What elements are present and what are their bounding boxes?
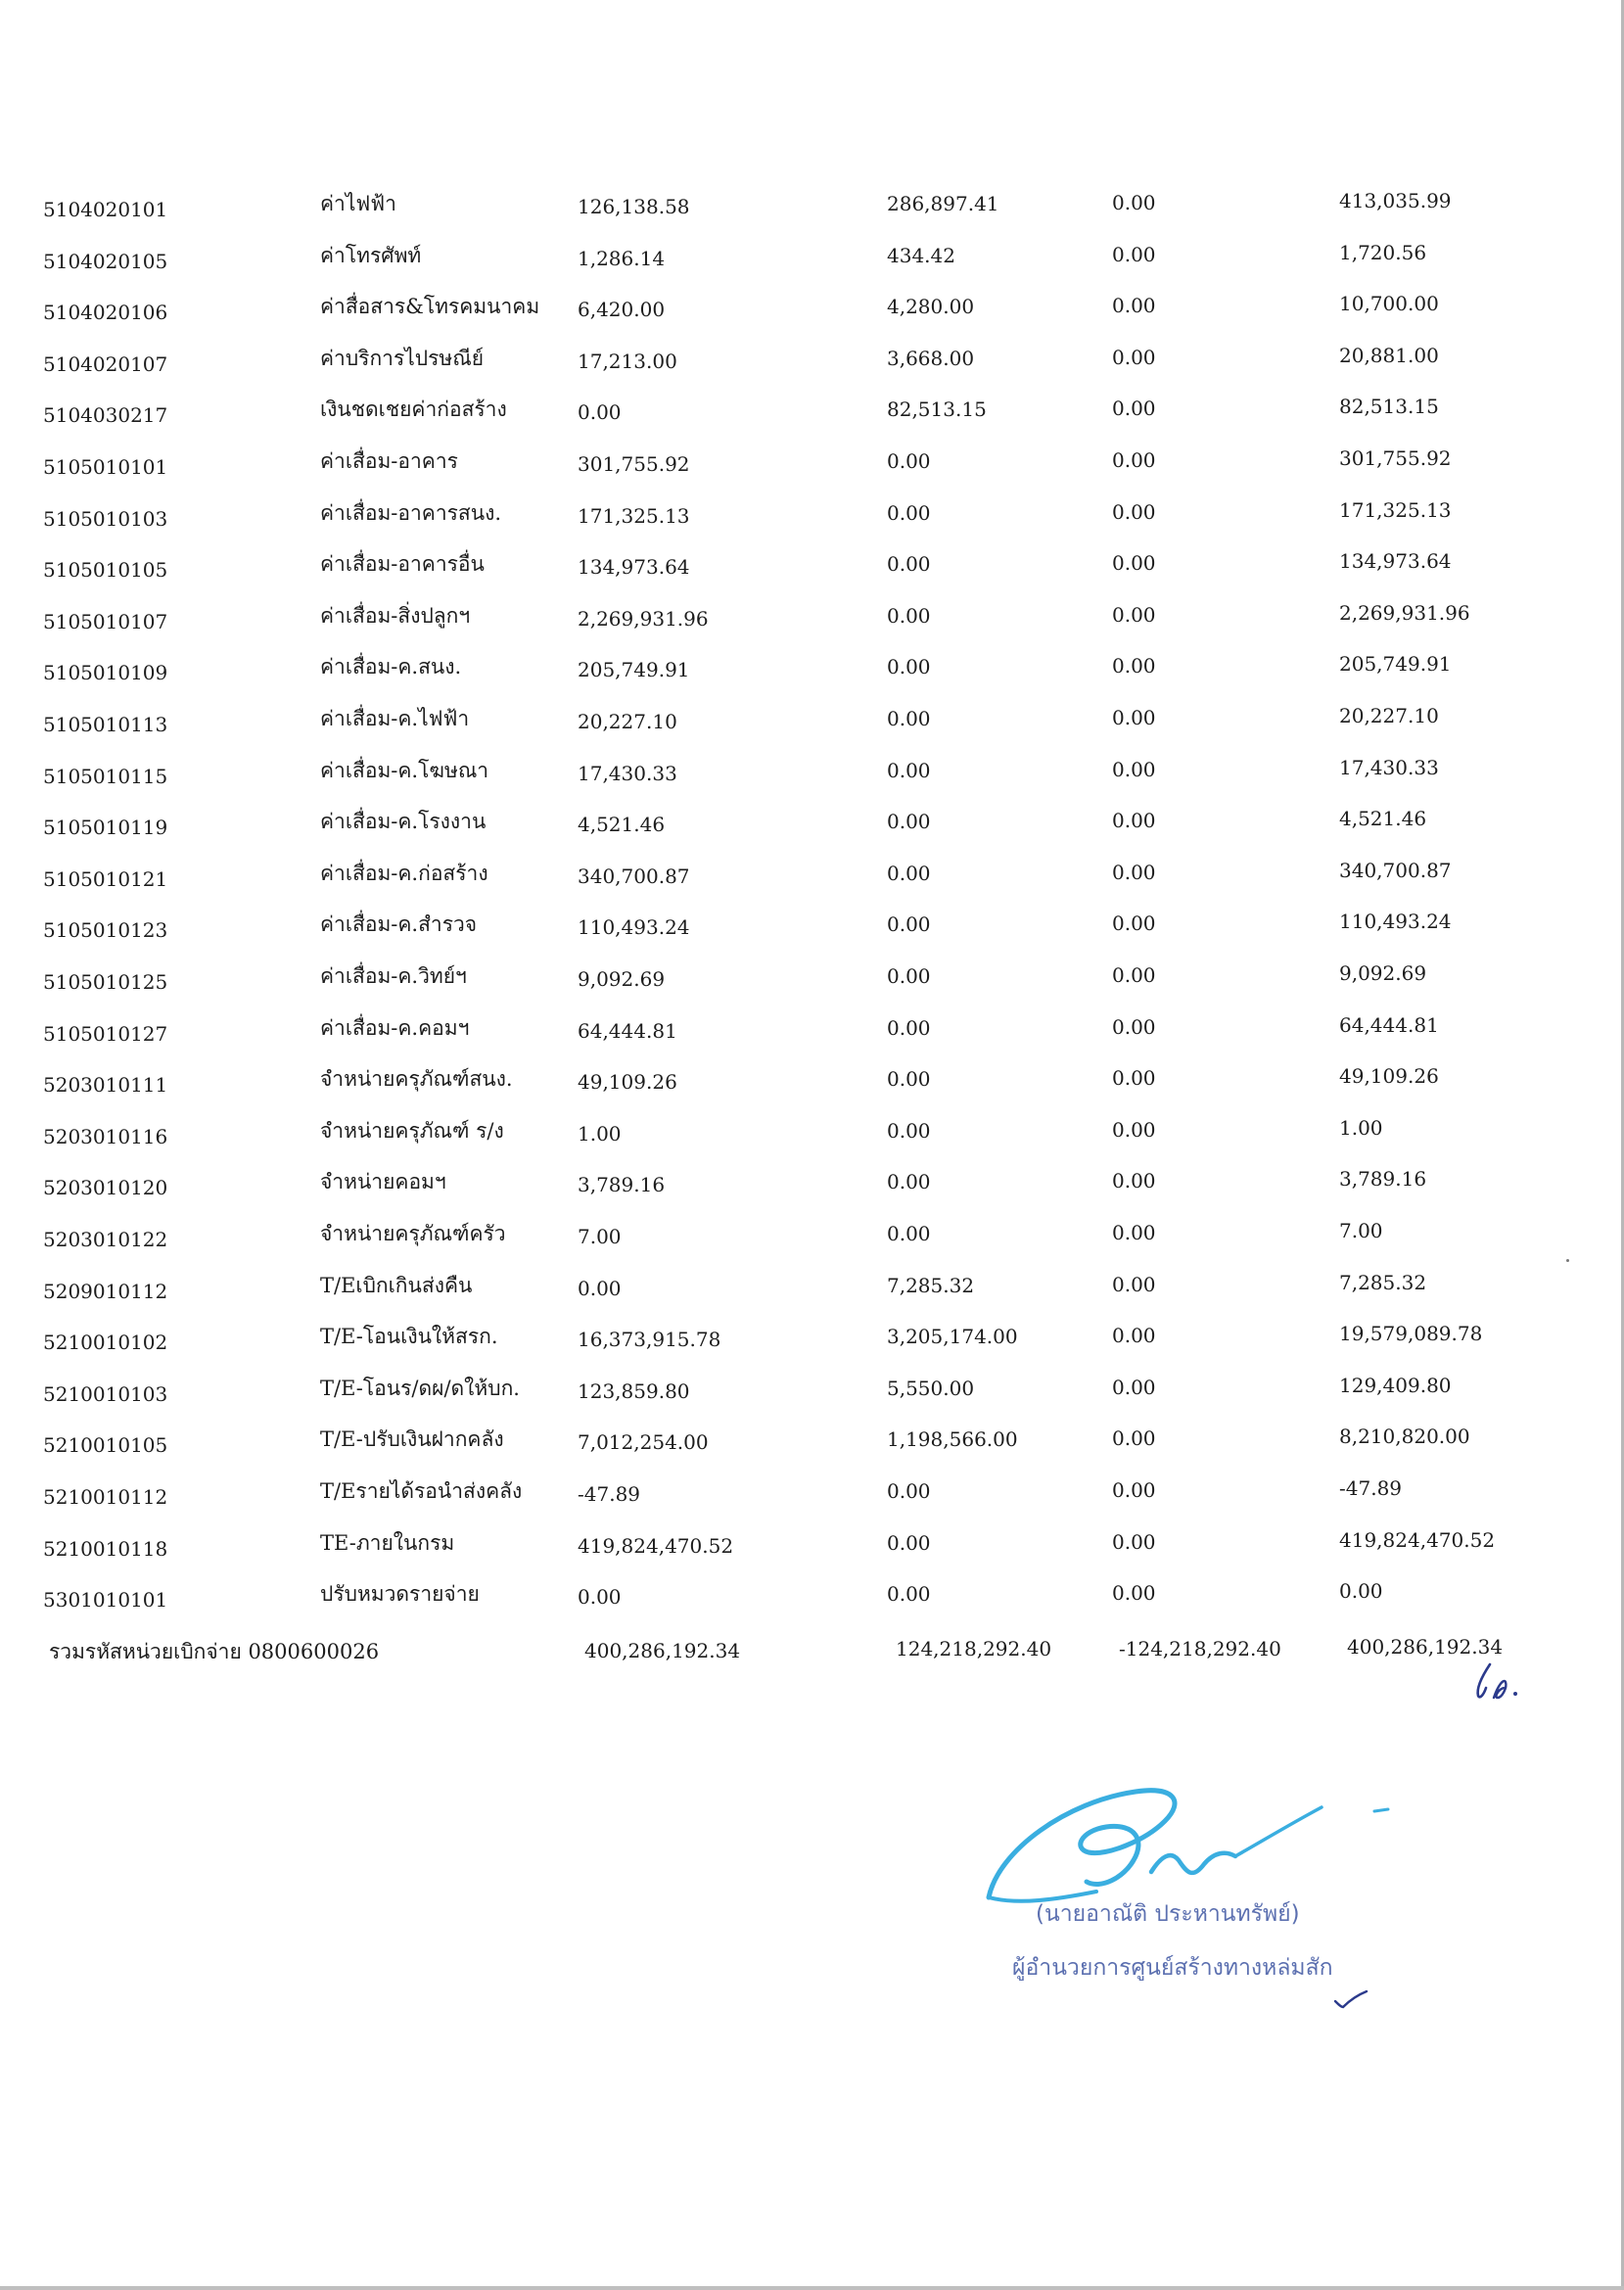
- table-row: [0, 809, 1624, 848]
- value-1: 340,700.87: [578, 864, 690, 888]
- value-4: 1,720.56: [1339, 240, 1427, 264]
- account-code: 5301010101: [43, 1588, 168, 1612]
- value-2: 3,668.00: [887, 346, 975, 370]
- value-1: 17,213.00: [578, 349, 677, 373]
- account-code: 5105010107: [43, 609, 168, 633]
- account-name: ค่าบริการไปรษณีย์: [320, 346, 485, 370]
- value-4: 17,430.33: [1339, 755, 1439, 779]
- value-3: 0.00: [1112, 1375, 1156, 1399]
- value-4: 110,493.24: [1339, 910, 1452, 934]
- account-code: 5104030217: [43, 403, 168, 428]
- value-2: 0.00: [887, 449, 931, 473]
- account-code: 5105010127: [43, 1021, 168, 1046]
- account-name: ค่าเสื่อม-อาคารสนง.: [320, 500, 502, 525]
- value-3: 0.00: [1112, 809, 1156, 833]
- value-3: 0.00: [1112, 397, 1156, 421]
- account-code: 5105010121: [43, 866, 168, 891]
- account-name: ค่าเสื่อม-อาคารอื่น: [320, 552, 485, 577]
- value-3: 0.00: [1112, 1014, 1156, 1039]
- value-3: 0.00: [1112, 1221, 1156, 1244]
- value-2: 0.00: [887, 1067, 931, 1092]
- value-3: 0.00: [1112, 1581, 1156, 1606]
- value-1: 3,789.16: [578, 1173, 666, 1197]
- table-row: [0, 343, 1624, 385]
- value-2: 0.00: [887, 655, 931, 679]
- value-4: 20,227.10: [1339, 704, 1439, 727]
- account-code: 5105010101: [43, 455, 168, 479]
- value-1: 7.00: [578, 1225, 622, 1248]
- value-4: 2,269,931.96: [1339, 600, 1470, 625]
- value-3: 0.00: [1112, 1529, 1156, 1554]
- value-3: 0.00: [1112, 757, 1156, 781]
- table-row: [0, 1373, 1624, 1415]
- value-4: 20,881.00: [1339, 343, 1439, 367]
- value-4: 7.00: [1339, 1219, 1383, 1242]
- value-4: 340,700.87: [1339, 858, 1452, 882]
- table-row: [0, 1221, 1624, 1260]
- value-2: 3,205,174.00: [887, 1325, 1018, 1349]
- tick-mark-icon: [1331, 1987, 1370, 2011]
- value-1: 110,493.24: [578, 915, 690, 940]
- account-code: 5210010112: [43, 1485, 168, 1509]
- account-name: ค่าเสื่อม-ค.โรงงาน: [320, 810, 487, 834]
- value-2: 0.00: [887, 1582, 931, 1607]
- account-name: T/E-ปรับเงินฝากคลัง: [320, 1427, 504, 1452]
- account-code: 5104020101: [43, 198, 168, 221]
- account-name: T/E-โอนเงินให้สรก.: [320, 1325, 498, 1349]
- value-2: 0.00: [887, 707, 931, 730]
- account-name: ค่าโทรศัพท์: [320, 243, 422, 267]
- value-4: 49,109.26: [1339, 1064, 1439, 1089]
- value-2: 0.00: [887, 964, 931, 988]
- value-4: 9,092.69: [1339, 961, 1427, 985]
- account-name: ค่าไฟฟ้า: [320, 192, 396, 215]
- table-row: [0, 1324, 1624, 1363]
- value-2: 286,897.41: [887, 192, 999, 215]
- account-code: 5105010123: [43, 918, 168, 943]
- value-4: 413,035.99: [1339, 189, 1452, 212]
- value-3: 0.00: [1112, 1478, 1156, 1502]
- value-3: 0.00: [1112, 294, 1156, 318]
- account-name: ค่าสื่อสาร&โทรคมนาคม: [320, 295, 540, 319]
- total-value-4: 400,286,192.34: [1347, 1635, 1504, 1659]
- value-1: 20,227.10: [578, 710, 677, 733]
- value-3: 0.00: [1112, 706, 1156, 729]
- value-4: 7,285.32: [1339, 1270, 1427, 1294]
- value-3: 0.00: [1112, 1426, 1156, 1451]
- account-name: ค่าเสื่อม-ค.สำรวจ: [320, 912, 478, 937]
- account-code: 5210010103: [43, 1381, 168, 1406]
- account-code: 5105010115: [43, 764, 168, 788]
- value-4: 8,210,820.00: [1339, 1425, 1470, 1449]
- account-code: 5210010105: [43, 1433, 168, 1458]
- value-1: 49,109.26: [578, 1070, 677, 1095]
- value-4: 205,749.91: [1339, 652, 1452, 677]
- value-1: -47.89: [578, 1482, 641, 1506]
- value-3: 0.00: [1112, 242, 1156, 266]
- value-4: 82,513.15: [1339, 395, 1439, 419]
- value-2: 5,550.00: [887, 1376, 975, 1400]
- table-row: [0, 858, 1624, 900]
- value-3: 0.00: [1112, 654, 1156, 678]
- handwritten-signature-icon: [979, 1762, 1410, 1919]
- value-3: 0.00: [1112, 1117, 1156, 1142]
- value-4: 301,755.92: [1339, 446, 1452, 470]
- account-name: ค่าเสื่อม-ค.ไฟฟ้า: [320, 707, 470, 730]
- value-2: 0.00: [887, 603, 931, 628]
- account-code: 5104020105: [43, 249, 168, 273]
- value-4: 134,973.64: [1339, 549, 1452, 574]
- account-code: 5105010119: [43, 816, 168, 840]
- value-4: 10,700.00: [1339, 292, 1439, 316]
- value-2: 1,198,566.00: [887, 1427, 1018, 1452]
- table-row: [0, 1426, 1624, 1466]
- value-2: 0.00: [887, 1170, 931, 1194]
- value-4: 64,444.81: [1339, 1012, 1439, 1037]
- value-3: 0.00: [1112, 1272, 1156, 1296]
- value-4: 171,325.13: [1339, 497, 1452, 522]
- value-1: 419,824,470.52: [578, 1533, 734, 1558]
- value-1: 6,420.00: [578, 298, 666, 322]
- total-value-1: 400,286,192.34: [584, 1639, 741, 1662]
- account-name: ค่าเสื่อม-ค.สนง.: [320, 655, 462, 679]
- value-3: 0.00: [1112, 448, 1156, 472]
- value-1: 17,430.33: [578, 761, 677, 785]
- account-name: ปรับหมวดรายจ่าย: [320, 1582, 480, 1607]
- total-value-2: 124,218,292.40: [896, 1637, 1052, 1660]
- value-1: 1.00: [578, 1121, 622, 1145]
- account-code: 5209010112: [43, 1279, 168, 1303]
- table-row: [0, 551, 1624, 590]
- total-value-3: -124,218,292.40: [1119, 1637, 1281, 1660]
- account-name: T/Eเบิกเกินส่งคืน: [320, 1273, 473, 1297]
- value-1: 123,859.80: [578, 1379, 690, 1403]
- value-3: 0.00: [1112, 191, 1156, 214]
- value-1: 64,444.81: [578, 1018, 677, 1043]
- value-2: 0.00: [887, 1222, 931, 1245]
- table-row: [0, 600, 1624, 642]
- value-1: 1,286.14: [578, 246, 666, 270]
- value-4: 1.00: [1339, 1115, 1383, 1140]
- total-row: [0, 1636, 1624, 1675]
- value-1: 126,138.58: [578, 195, 690, 218]
- value-3: 0.00: [1112, 499, 1156, 524]
- value-2: 0.00: [887, 1015, 931, 1040]
- value-1: 7,012,254.00: [578, 1430, 709, 1455]
- value-3: 0.00: [1112, 911, 1156, 936]
- table-row: [0, 755, 1624, 797]
- value-2: 0.00: [887, 758, 931, 782]
- account-name: ค่าเสื่อม-อาคาร: [320, 449, 458, 473]
- table-row: [0, 448, 1624, 488]
- value-1: 0.00: [578, 400, 622, 425]
- table-row: [0, 397, 1624, 436]
- value-2: 7,285.32: [887, 1273, 975, 1297]
- value-2: 0.00: [887, 552, 931, 577]
- account-name: T/Eรายได้รอนำส่งคลัง: [320, 1479, 523, 1503]
- value-2: 0.00: [887, 1530, 931, 1555]
- account-code: 5104020107: [43, 351, 168, 376]
- table-row: [0, 911, 1624, 951]
- value-1: 301,755.92: [578, 452, 690, 476]
- account-name: T/E-โอนร/ดผ/ดให้บก.: [320, 1376, 520, 1400]
- scan-edge-bottom: [0, 2286, 1624, 2290]
- account-code: 5203010122: [43, 1228, 168, 1251]
- table-row: [0, 1527, 1624, 1569]
- table-row: [0, 654, 1624, 693]
- account-code: 5105010103: [43, 506, 168, 531]
- value-1: 16,373,915.78: [578, 1328, 721, 1352]
- value-3: 0.00: [1112, 963, 1156, 987]
- value-3: 0.00: [1112, 1066, 1156, 1091]
- table-row: [0, 1478, 1624, 1518]
- value-2: 0.00: [887, 1118, 931, 1143]
- account-name: จำหน่ายคอมฯ: [320, 1170, 446, 1194]
- account-name: จำหน่ายครุภัณฑ์สนง.: [320, 1067, 513, 1092]
- value-3: 0.00: [1112, 551, 1156, 576]
- value-4: 4,521.46: [1339, 807, 1427, 831]
- value-4: -47.89: [1339, 1476, 1403, 1500]
- table-row: [0, 1066, 1624, 1105]
- value-4: 0.00: [1339, 1579, 1383, 1604]
- value-2: 82,513.15: [887, 397, 987, 422]
- table-row: [0, 1581, 1624, 1620]
- table-row: [0, 1115, 1624, 1157]
- value-2: 0.00: [887, 912, 931, 937]
- account-name: เงินชดเชยค่าก่อสร้าง: [320, 397, 507, 422]
- value-3: 0.00: [1112, 345, 1156, 369]
- value-3: 0.00: [1112, 602, 1156, 627]
- account-name: ค่าเสื่อม-ค.วิทย์ฯ: [320, 964, 467, 988]
- table-row: [0, 294, 1624, 333]
- value-2: 4,280.00: [887, 295, 975, 319]
- account-name: จำหน่ายครุภัณฑ์ ร/ง: [320, 1118, 504, 1143]
- value-4: 419,824,470.52: [1339, 1527, 1496, 1552]
- value-2: 0.00: [887, 1479, 931, 1503]
- account-code: 5203010120: [43, 1176, 168, 1200]
- account-code: 5210010102: [43, 1331, 168, 1355]
- value-4: 19,579,089.78: [1339, 1322, 1483, 1346]
- value-1: 9,092.69: [578, 967, 666, 991]
- total-label: รวมรหัสหน่วยเบิกจ่าย 0800600026: [49, 1640, 380, 1663]
- account-code: 5203010116: [43, 1124, 168, 1148]
- value-1: 0.00: [578, 1276, 622, 1300]
- table-row: [0, 1012, 1624, 1054]
- account-name: ค่าเสื่อม-ค.คอมฯ: [320, 1015, 470, 1040]
- initial-signature-icon: [1468, 1655, 1537, 1704]
- table-row: [0, 706, 1624, 745]
- value-1: 134,973.64: [578, 555, 690, 580]
- value-2: 0.00: [887, 861, 931, 885]
- account-name: ค่าเสื่อม-ค.โฆษณา: [320, 758, 489, 782]
- table-row: [0, 1169, 1624, 1208]
- value-1: 2,269,931.96: [578, 606, 709, 631]
- account-code: 5105010109: [43, 661, 168, 685]
- table-row: [0, 1270, 1624, 1312]
- value-4: 129,409.80: [1339, 1373, 1452, 1397]
- signer-name: (นายอาณัติ ประหานทรัพย์): [1036, 1901, 1300, 1927]
- account-name: TE-ภายในกรม: [320, 1530, 455, 1555]
- account-code: 5105010125: [43, 970, 168, 994]
- value-1: 4,521.46: [578, 813, 666, 837]
- account-code: 5104020106: [43, 301, 168, 325]
- account-code: 5210010118: [43, 1536, 168, 1561]
- table-row: [0, 191, 1624, 230]
- account-name: ค่าเสื่อม-สิ่งปลูกฯ: [320, 603, 471, 628]
- value-1: 205,749.91: [578, 658, 690, 682]
- value-3: 0.00: [1112, 860, 1156, 884]
- value-2: 0.00: [887, 500, 931, 525]
- value-4: 3,789.16: [1339, 1167, 1427, 1192]
- account-code: 5105010113: [43, 713, 168, 736]
- account-code: 5105010105: [43, 558, 168, 583]
- table-row: [0, 497, 1624, 539]
- value-3: 0.00: [1112, 1324, 1156, 1348]
- value-1: 171,325.13: [578, 503, 690, 528]
- signer-title: ผู้อำนวยการศูนย์สร้างทางหล่มสัก: [1012, 1955, 1333, 1981]
- account-code: 5203010111: [43, 1073, 168, 1098]
- value-1: 0.00: [578, 1585, 622, 1610]
- account-name: ค่าเสื่อม-ค.ก่อสร้าง: [320, 861, 488, 885]
- value-3: 0.00: [1112, 1169, 1156, 1193]
- value-2: 0.00: [887, 810, 931, 834]
- account-name: จำหน่ายครุภัณฑ์ครัว: [320, 1222, 506, 1245]
- value-2: 434.42: [887, 243, 955, 267]
- table-row: [0, 963, 1624, 1003]
- table-row: [0, 240, 1624, 282]
